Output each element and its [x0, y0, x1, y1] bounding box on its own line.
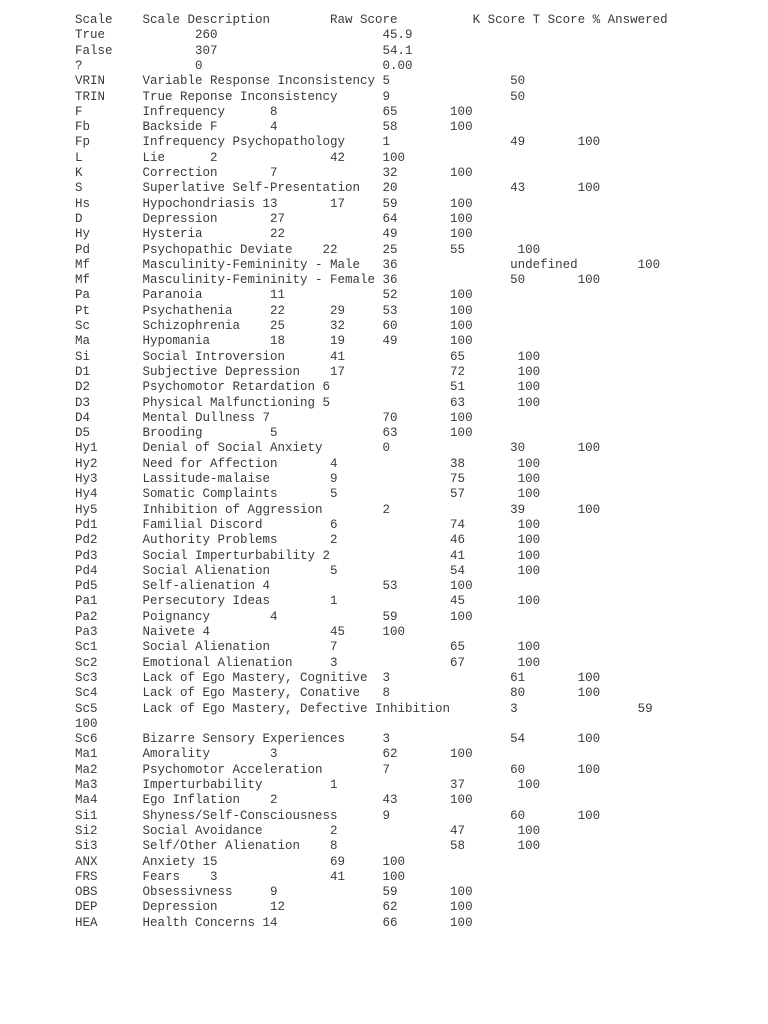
table-row: 100 — [75, 716, 98, 731]
table-row: Ma3 Imperturbability 1 37 100 — [75, 778, 541, 792]
table-row: Pd5 Self-alienation 4 53 100 — [75, 579, 473, 594]
table-row: F Infrequency 8 65 100 — [75, 104, 473, 119]
table-row: Ma Hypomania 18 19 49 100 — [75, 334, 473, 349]
table-row: K Correction 7 32 100 — [75, 166, 473, 180]
table-row: D1 Subjective Depression 17 72 100 — [75, 364, 541, 379]
table-row: Pt Psychathenia 22 29 53 100 — [75, 303, 473, 318]
table-row: Ma4 Ego Inflation 2 43 100 — [75, 793, 473, 808]
table-row: Hy2 Need for Affection 4 38 100 — [75, 456, 541, 471]
table-row: Hy Hysteria 22 49 100 — [75, 227, 473, 242]
table-row: Si1 Shyness/Self-Consciousness 9 60 100 — [75, 808, 601, 823]
table-row: Hy1 Denial of Social Anxiety 0 30 100 — [75, 441, 601, 456]
table-row: Ma2 Psychomotor Acceleration 7 60 100 — [75, 762, 601, 777]
table-row: Sc2 Emotional Alienation 3 67 100 — [75, 655, 541, 670]
table-row: Sc Schizophrenia 25 32 60 100 — [75, 319, 473, 333]
table-row: Pa Paranoia 11 52 100 — [75, 288, 473, 303]
table-row: Sc5 Lack of Ego Mastery, Defective Inhibition 3 59 — [75, 701, 653, 716]
table-row: Sc6 Bizarre Sensory Experiences 3 54 100 — [75, 732, 601, 747]
table-row: Mf Masculinity-Femininity - Male 36 undefined 100 — [75, 257, 661, 272]
table-row: Hy4 Somatic Complaints 5 57 100 — [75, 487, 541, 502]
table-row: Hy5 Inhibition of Aggression 2 39 100 — [75, 502, 601, 517]
table-row: True 260 45.9 — [75, 28, 413, 43]
table-row: D5 Brooding 5 63 100 — [75, 426, 473, 441]
table-row: Sc3 Lack of Ego Mastery, Cognitive 3 61 100 — [75, 670, 601, 685]
table-row: Pd3 Social Imperturbability 2 41 100 — [75, 548, 541, 563]
table-row: ? 0 0.00 — [75, 58, 413, 73]
table-row: S Superlative Self-Presentation 20 43 100 — [75, 181, 601, 196]
table-row: Si2 Social Avoidance 2 47 100 — [75, 823, 541, 838]
table-header-row: Scale Scale Description Raw Score K Score T Score % Answered — [75, 13, 668, 27]
table-row: L Lie 2 42 100 — [75, 150, 406, 165]
table-row: D Depression 27 64 100 — [75, 211, 473, 226]
table-row: False 307 54.1 — [75, 43, 413, 58]
table-row: Pa3 Naivete 4 45 100 — [75, 625, 406, 639]
table-row: HEA Health Concerns 14 66 100 — [75, 915, 473, 930]
table-row: FRS Fears 3 41 100 — [75, 869, 406, 884]
table-row: Pa2 Poignancy 4 59 100 — [75, 609, 473, 624]
table-row: Fb Backside F 4 58 100 — [75, 120, 473, 135]
table-row: D2 Psychomotor Retardation 6 51 100 — [75, 380, 541, 395]
table-row: Fp Infrequency Psychopathology 1 49 100 — [75, 135, 601, 150]
table-row: Pd Psychopathic Deviate 22 25 55 100 — [75, 242, 541, 257]
table-row: Sc1 Social Alienation 7 65 100 — [75, 640, 541, 655]
table-row: DEP Depression 12 62 100 — [75, 900, 473, 915]
table-row: Mf Masculinity-Femininity - Female 36 50 100 — [75, 273, 601, 288]
table-row: Ma1 Amorality 3 62 100 — [75, 747, 473, 762]
table-row: Hs Hypochondriasis 13 17 59 100 — [75, 196, 473, 211]
table-row: Pd1 Familial Discord 6 74 100 — [75, 517, 541, 532]
table-row: Pd4 Social Alienation 5 54 100 — [75, 563, 541, 578]
table-row: D4 Mental Dullness 7 70 100 — [75, 410, 473, 425]
table-row: ANX Anxiety 15 69 100 — [75, 854, 406, 869]
table-row: Si3 Self/Other Alienation 8 58 100 — [75, 839, 541, 854]
table-row: OBS Obsessivness 9 59 100 — [75, 885, 473, 900]
table-row: Hy3 Lassitude-malaise 9 75 100 — [75, 472, 541, 486]
table-row: Sc4 Lack of Ego Mastery, Conative 8 80 100 — [75, 686, 601, 701]
table-row: Pd2 Authority Problems 2 46 100 — [75, 533, 541, 548]
table-row: Si Social Introversion 41 65 100 — [75, 349, 541, 364]
table-row: D3 Physical Malfunctioning 5 63 100 — [75, 395, 541, 410]
table-row: VRIN Variable Response Inconsistency 5 50 — [75, 74, 526, 89]
table-row: TRIN True Reponse Inconsistency 9 50 — [75, 89, 526, 104]
table-row: Pa1 Persecutory Ideas 1 45 100 — [75, 594, 541, 609]
